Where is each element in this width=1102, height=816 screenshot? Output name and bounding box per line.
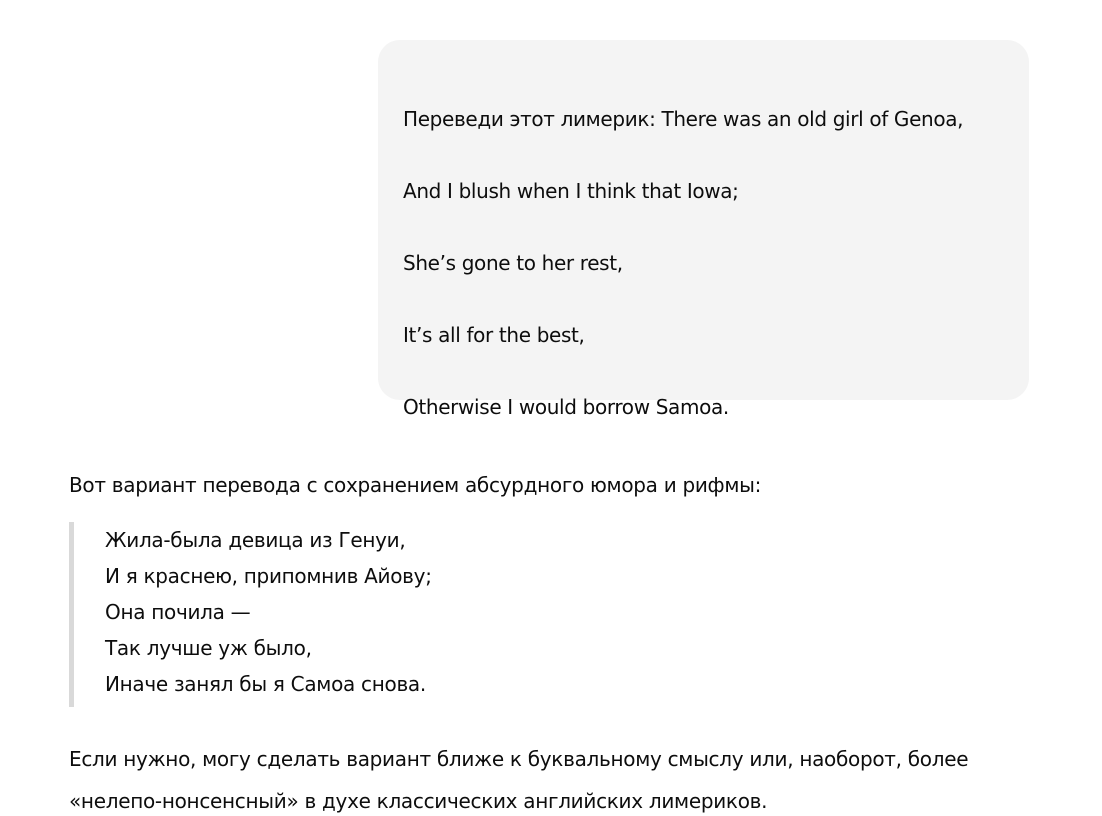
assistant-intro-text: Вот вариант перевода с сохранением абсурдного юмора и рифмы:: [69, 473, 762, 497]
user-message-line: Переведи этот лимерик: There was an old girl of Genoa,: [403, 107, 964, 131]
translation-blockquote: [69, 522, 432, 707]
user-message-line: She’s gone to her rest,: [403, 251, 623, 275]
quote-line: Так лучше уж было,: [105, 636, 312, 660]
quote-line: И я краснею, припомнив Айову;: [105, 564, 432, 588]
user-message-bubble: [378, 40, 1029, 419]
user-message-line: And I blush when I think that Iowa;: [403, 179, 739, 203]
assistant-message: [69, 470, 1049, 813]
quote-line: Жила-была девица из Генуи,: [105, 528, 406, 552]
quote-line: Иначе занял бы я Самоа снова.: [105, 672, 426, 696]
user-message-line: It’s all for the best,: [403, 323, 585, 347]
assistant-outro-text: Если нужно, могу сделать вариант ближе к буквальному смыслу или, наоборот, более «нелепо-нонсенсный» в духе классических английских лимериков.: [69, 747, 969, 813]
quote-line: Она почила —: [105, 600, 251, 624]
user-message-line: Otherwise I would borrow Samoa.: [403, 395, 729, 419]
